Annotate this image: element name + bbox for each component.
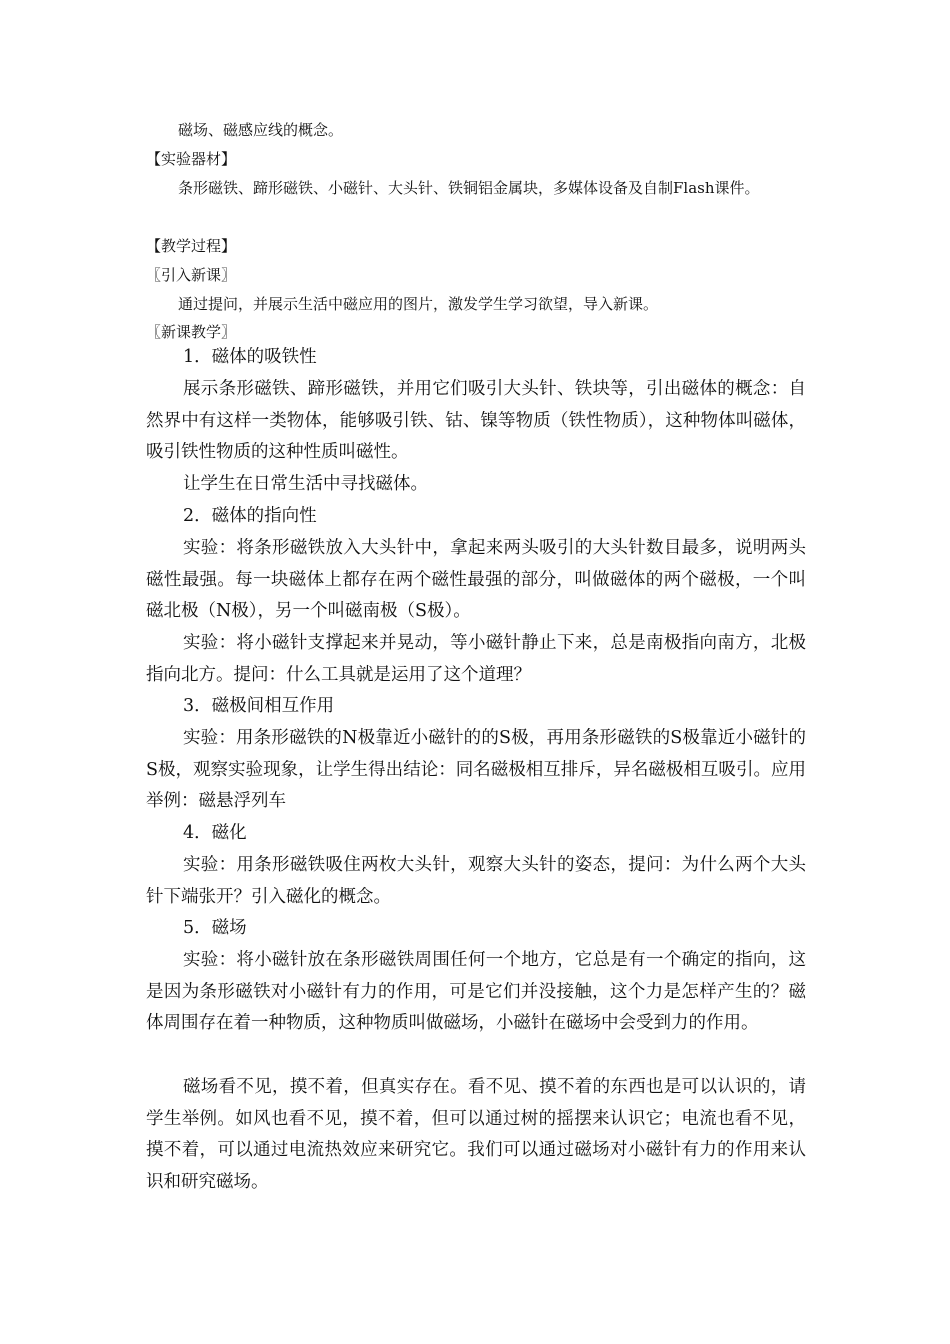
section-heading: 3．磁极间相互作用 — [183, 696, 335, 716]
section-paragraph: 实验：用条形磁铁吸住两枚大头针，观察大头针的姿态，提问：为什么两个大头针下端张开？引入磁化的概念。 — [146, 855, 806, 907]
section-paragraph: 展示条形磁铁、蹄形磁铁，并用它们吸引大头针、铁块等，引出磁体的概念：自然界中有这样一类物体，能够吸引铁、钴、镍等物质（铁性物质），这种物体叫磁体，吸引铁性物质的这种性质叫磁性。 — [146, 379, 806, 462]
intro-text: 通过提问，并展示生活中磁应用的图片，激发学生学习欲望，导入新课。 — [178, 295, 659, 313]
section-paragraph: 实验：将小磁针支撑起来并晃动，等小磁针静止下来，总是南极指向南方，北极指向北方。提问：什么工具就是运用了这个道理？ — [146, 633, 806, 685]
section-paragraph: 实验：用条形磁铁的N极靠近小磁针的的S极，再用条形磁铁的S极靠近小磁针的S极，观察实验现象，让学生得出结论：同名磁极相互排斥，异名磁极相互吸引。应用举例：磁悬浮列车 — [146, 728, 806, 811]
equipment-heading: 【实验器材】 — [146, 150, 237, 168]
teaching-heading: 〖新课教学〗 — [146, 323, 237, 341]
equipment-text: 条形磁铁、蹄形磁铁、小磁针、大头针、铁铜铝金属块，多媒体设备及自制Flash课件。 — [178, 179, 760, 197]
section-paragraph: 实验：将条形磁铁放入大头针中，拿起来两头吸引的大头针数目最多，说明两头磁性最强。每一块磁体上都存在两个磁性最强的部分，叫做磁体的两个磁极，一个叫磁北极（N极），另一个叫磁南极（S极）。 — [146, 538, 806, 621]
section-heading: 1．磁体的吸铁性 — [183, 347, 317, 367]
intro-heading: 〖引入新课〗 — [146, 266, 237, 284]
process-heading: 【教学过程】 — [146, 237, 237, 255]
section-paragraph: 让学生在日常生活中寻找磁体。 — [183, 474, 428, 494]
section-paragraph: 磁场看不见，摸不着，但真实存在。看不见、摸不着的东西也是可以认识的，请学生举例。如风也看不见，摸不着，但可以通过树的摇摆来认识它；电流也看不见，摸不着，可以通过电流热效应来研究它。我们可以通过磁场对小磁针有力的作用来认识和研究磁场。 — [146, 1077, 806, 1192]
section-paragraph: 实验：将小磁针放在条形磁铁周围任何一个地方，它总是有一个确定的指向，这是因为条形磁铁对小磁针有力的作用，可是它们并没接触，这个力是怎样产生的？磁体周围存在着一种物质，这种物质叫做磁场，小磁针在磁场中会受到力的作用。 — [146, 950, 806, 1033]
section-heading: 4．磁化 — [183, 823, 247, 843]
concept-text: 磁场、磁感应线的概念。 — [178, 121, 344, 139]
section-heading: 5．磁场 — [183, 918, 247, 938]
section-heading: 2．磁体的指向性 — [183, 506, 317, 526]
